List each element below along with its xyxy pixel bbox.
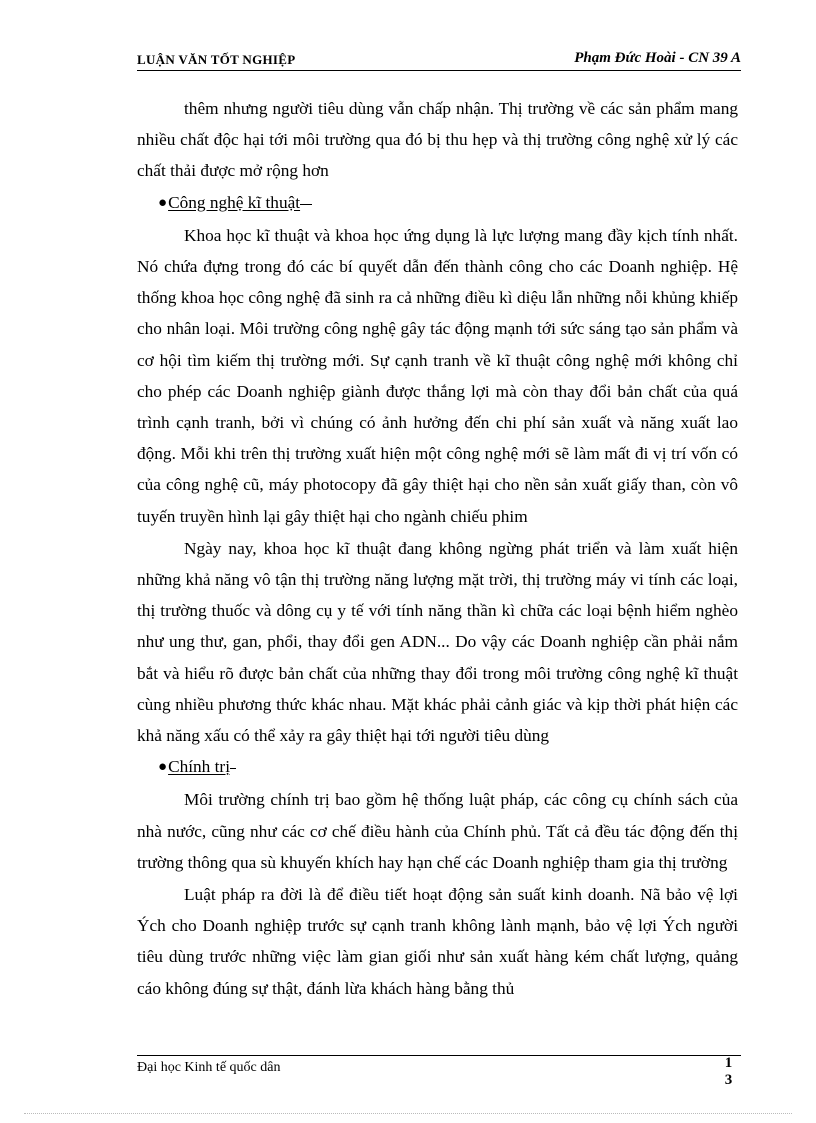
page-number [716, 1055, 741, 1089]
paragraph-1: thêm nhưng người tiêu dùng vẫn chấp nhận. Thị trường về các sản phẩm mang nhiều chất độc hại tới môi trường qua đó bị thu hẹp và thị trường công nghệ xử lý các chất thải được mở rộng hơn [137, 99, 738, 181]
paragraph-2: Khoa học kĩ thuật và khoa học ứng dụng là lực lượng mang đầy kịch tính nhất. Nó chứa đựng trong đó các bí quyết dẫn đến thành công cho các Doanh nghiệp. Hệ thống khoa học công nghệ đã sinh ra cả những điều kì diệu lẫn những nỗi khủng khiếp cho nhân loại. Môi trường công nghệ gây tác động mạnh tới sức sáng tạo sản phẩm và cơ hội tìm kiếm thị trường mới. Sự cạnh tranh về kĩ thuật công nghệ mới không chỉ cho phép các Doanh nghiệp giành được thắng lợi mà còn thay đổi bản chất của quá trình cạnh tranh, bởi vì chúng có ảnh hưởng đến chi phí sản xuất và năng xuất lao động. Mỗi khi trên thị trường xuất hiện một công nghệ mới sẽ làm mất đi vị trí vốn có của công nghệ cũ, máy photocopy đã gây thiệt hại cho nền sản xuất giấy than, còn vô tuyến truyền hình lại gây thiệt hại cho ngành chiếu phim [137, 225, 738, 526]
heading-text: Công nghệ kĩ thuật [168, 192, 301, 212]
page-body [137, 93, 738, 1004]
footer-divider [137, 1055, 741, 1056]
page-bottom-edge [24, 1113, 792, 1114]
page-number-digit-1: 1 [724, 1055, 733, 1071]
heading-underline-tail [230, 768, 236, 769]
page-number-digit-2: 3 [724, 1072, 733, 1088]
bullet-icon: ● [158, 759, 168, 776]
footer-institution: Đại học Kinh tế quốc dân [137, 1060, 281, 1075]
header-author: Phạm Đức Hoài - CN 39 A [574, 50, 741, 66]
bullet-icon: ● [158, 194, 168, 211]
paragraph-3: Ngày nay, khoa học kĩ thuật đang không ngừng phát triển và làm xuất hiện những khả năng vô tận thị trường năng lượng mặt trời, thị trường máy vi tính các loại, thị trường thuốc và dông cụ y tế với tính năng thần kì chữa các loại bệnh hiểm nghèo như ung thư, gan, phổi, thay đổi gen ADN... Do vậy các Doanh nghiệp cần phải nắm bắt và hiểu rõ được bản chất của những thay đổi trong môi trường công nghệ kĩ thuật cùng nhiều phương thức khác nhau. Mặt khác phải cảnh giác và kịp thời phát hiện các khả năng xấu có thể xảy ra gây thiệt hại tới người tiêu dùng [137, 538, 738, 746]
header-title: LUẬN VĂN TỐT NGHIỆP [137, 52, 296, 67]
section-heading-politics [137, 751, 738, 784]
heading-underline-tail [300, 204, 312, 205]
section-heading-technology [137, 187, 738, 220]
page-header [137, 50, 741, 71]
heading-text: Chính trị [168, 757, 230, 777]
paragraph-4: Môi trường chính trị bao gồm hệ thống luật pháp, các công cụ chính sách của nhà nước, cũng như các cơ chế điều hành của Chính phủ. Tất cả đều tác động đến thị trường thông qua sù khuyến khích hay hạn chế các Doanh nghiệp tham gia thị trường [137, 790, 738, 872]
paragraph-5: Luật pháp ra đời là để điều tiết hoạt động sản suất kinh doanh. Nã bảo vệ lợi Ých cho Doanh nghiệp trước sự cạnh tranh không lành mạnh, bảo vệ lợi Ých người tiêu dùng trước những việc làm gian giối như sản xuất hàng kém chất lượng, quảng cáo không đúng sự thật, đánh lừa khách hàng bằng thủ [137, 885, 738, 998]
